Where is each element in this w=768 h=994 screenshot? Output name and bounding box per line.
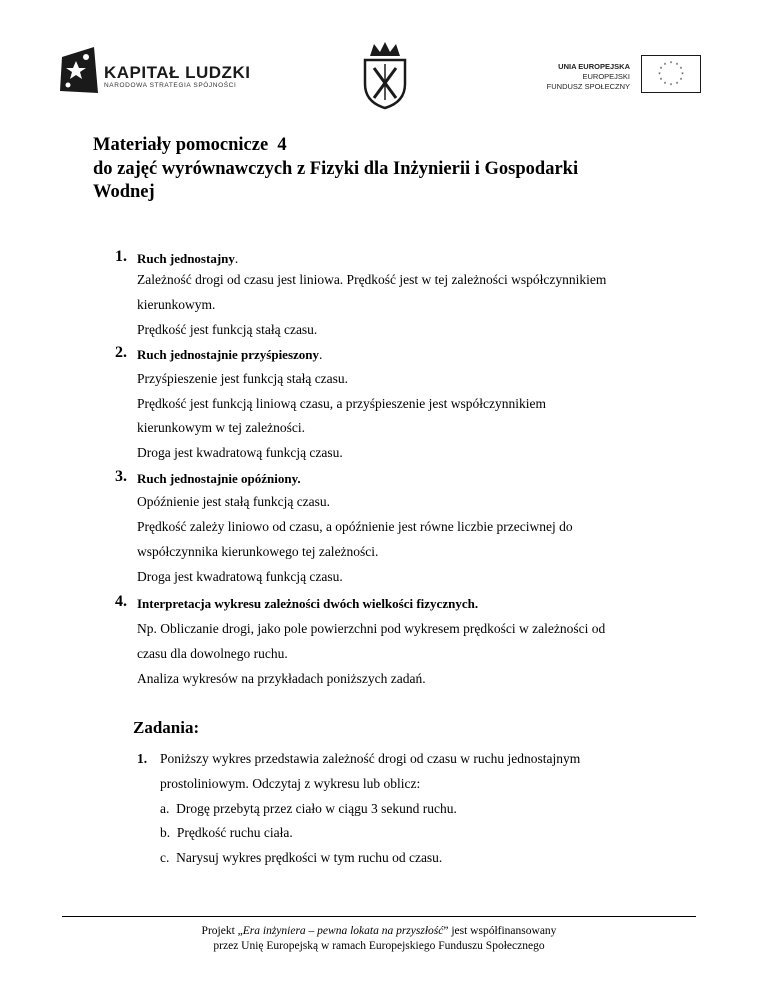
task-item-label: c. <box>160 850 170 865</box>
kapital-ludzki-title: KAPITAŁ LUDZKI <box>104 63 251 82</box>
section-heading: Ruch jednostajnie opóźniony. <box>137 471 301 486</box>
section-line: czasu dla dowolnego ruchu. <box>137 646 288 661</box>
section-line: Droga jest kwadratową funkcją czasu. <box>137 445 343 460</box>
title-line-3: Wodnej <box>93 182 155 202</box>
svg-text:*: * <box>675 81 679 88</box>
section-line: współczynnika kierunkowego tej zależności. <box>137 544 379 559</box>
svg-text:*: * <box>669 83 673 89</box>
task-item <box>160 801 457 817</box>
eu-flag-icon <box>641 55 701 93</box>
svg-text:*: * <box>675 62 679 69</box>
svg-text:*: * <box>679 66 683 73</box>
title-line-2: do zajęć wyrównawczych z Fizyki dla Inżynierii i Gospodarki <box>93 158 579 179</box>
task-line: prostoliniowym. Odczytaj z wykresu lub oblicz: <box>160 776 421 791</box>
title-line-1: Materiały pomocnicze 4 <box>93 135 287 155</box>
section-line: Analiza wykresów na przykładach poniższych zadań. <box>137 671 426 686</box>
section-number: 1. <box>115 248 127 265</box>
section-heading: Interpretacja wykresu zależności dwóch wielkości fizycznych. <box>137 596 479 611</box>
section-heading-suffix: . <box>234 251 239 266</box>
svg-text:*: * <box>659 77 663 84</box>
eu-line-1: UNIA EUROPEJSKA <box>558 62 630 71</box>
section-line: Prędkość jest funkcją liniową czasu, a przyśpieszenie jest współczynnikiem <box>137 396 547 411</box>
section-line: Zależność drogi od czasu jest liniowa. Prędkość jest w tej zależności współczynnikiem <box>137 272 607 287</box>
section-heading <box>137 250 238 268</box>
section-line: Prędkość jest funkcją stałą czasu. <box>137 322 318 337</box>
svg-text:*: * <box>663 81 667 88</box>
footer <box>62 924 696 954</box>
task-item-text: Drogę przebytą przez ciało w ciągu 3 sekund ruchu. <box>176 801 457 816</box>
university-crest-icon <box>360 40 410 110</box>
svg-text:*: * <box>681 72 684 78</box>
section-line: kierunkowym w tej zależności. <box>137 420 305 435</box>
document-title <box>93 134 693 205</box>
eu-line-2: EUROPEJSKI <box>582 72 630 81</box>
footer-divider <box>62 916 696 917</box>
task-item-text: Prędkość ruchu ciała. <box>176 825 293 840</box>
svg-text:*: * <box>659 66 663 73</box>
footer-line-2: przez Unię Europejską w ramach Europejskiego Funduszu Społecznego <box>213 940 545 952</box>
task-line: Poniższy wykres przedstawia zależność drogi od czasu w ruchu jednostajnym <box>160 751 581 766</box>
section-line: Droga jest kwadratową funkcją czasu. <box>137 569 343 584</box>
section-line: Np. Obliczanie drogi, jako pole powierzchni pod wykresem prędkości w zależności od <box>137 621 606 636</box>
eu-line-3: FUNDUSZ SPOŁECZNY <box>546 82 630 91</box>
svg-text:*: * <box>679 77 683 84</box>
kapital-ludzki-subtitle: NARODOWA STRATEGIA SPÓJNOŚCI <box>104 82 237 89</box>
section-line: kierunkowym. <box>137 297 216 312</box>
svg-text:*: * <box>663 62 667 69</box>
task-item-text: Narysuj wykres prędkości w tym ruchu od czasu. <box>176 850 443 865</box>
task-item-label: b. <box>160 825 171 840</box>
section-heading-text: Ruch jednostajnie przyśpieszony <box>137 347 320 362</box>
footer-project-name: Era inżyniera – pewna lokata na przyszłość <box>242 925 444 937</box>
footer-suffix: ” jest współfinansowany <box>443 925 557 937</box>
svg-text:*: * <box>669 61 673 67</box>
section-number: 3. <box>115 468 127 485</box>
section-line: Prędkość zależy liniowo od czasu, a opóźnienie jest równe liczbie przeciwnej do <box>137 519 573 534</box>
section-heading <box>137 346 322 364</box>
footer-line-1 <box>62 924 696 939</box>
task-number: 1. <box>137 751 148 766</box>
task-item <box>160 850 442 866</box>
section-heading-suffix: . <box>319 347 323 362</box>
svg-text:*: * <box>658 72 661 78</box>
eu-logo-text <box>547 62 630 92</box>
section-heading-text: Ruch jednostajny <box>137 251 235 266</box>
section-line: Przyśpieszenie jest funkcją stałą czasu. <box>137 371 349 386</box>
section-line: Opóźnienie jest stałą funkcją czasu. <box>137 494 331 509</box>
tasks-heading: Zadania: <box>133 718 200 737</box>
task-item <box>160 825 293 841</box>
footer-prefix: Projekt „ <box>201 925 243 937</box>
task-item-label: a. <box>160 801 170 816</box>
section-number: 2. <box>115 344 127 361</box>
section-number: 4. <box>115 593 127 610</box>
